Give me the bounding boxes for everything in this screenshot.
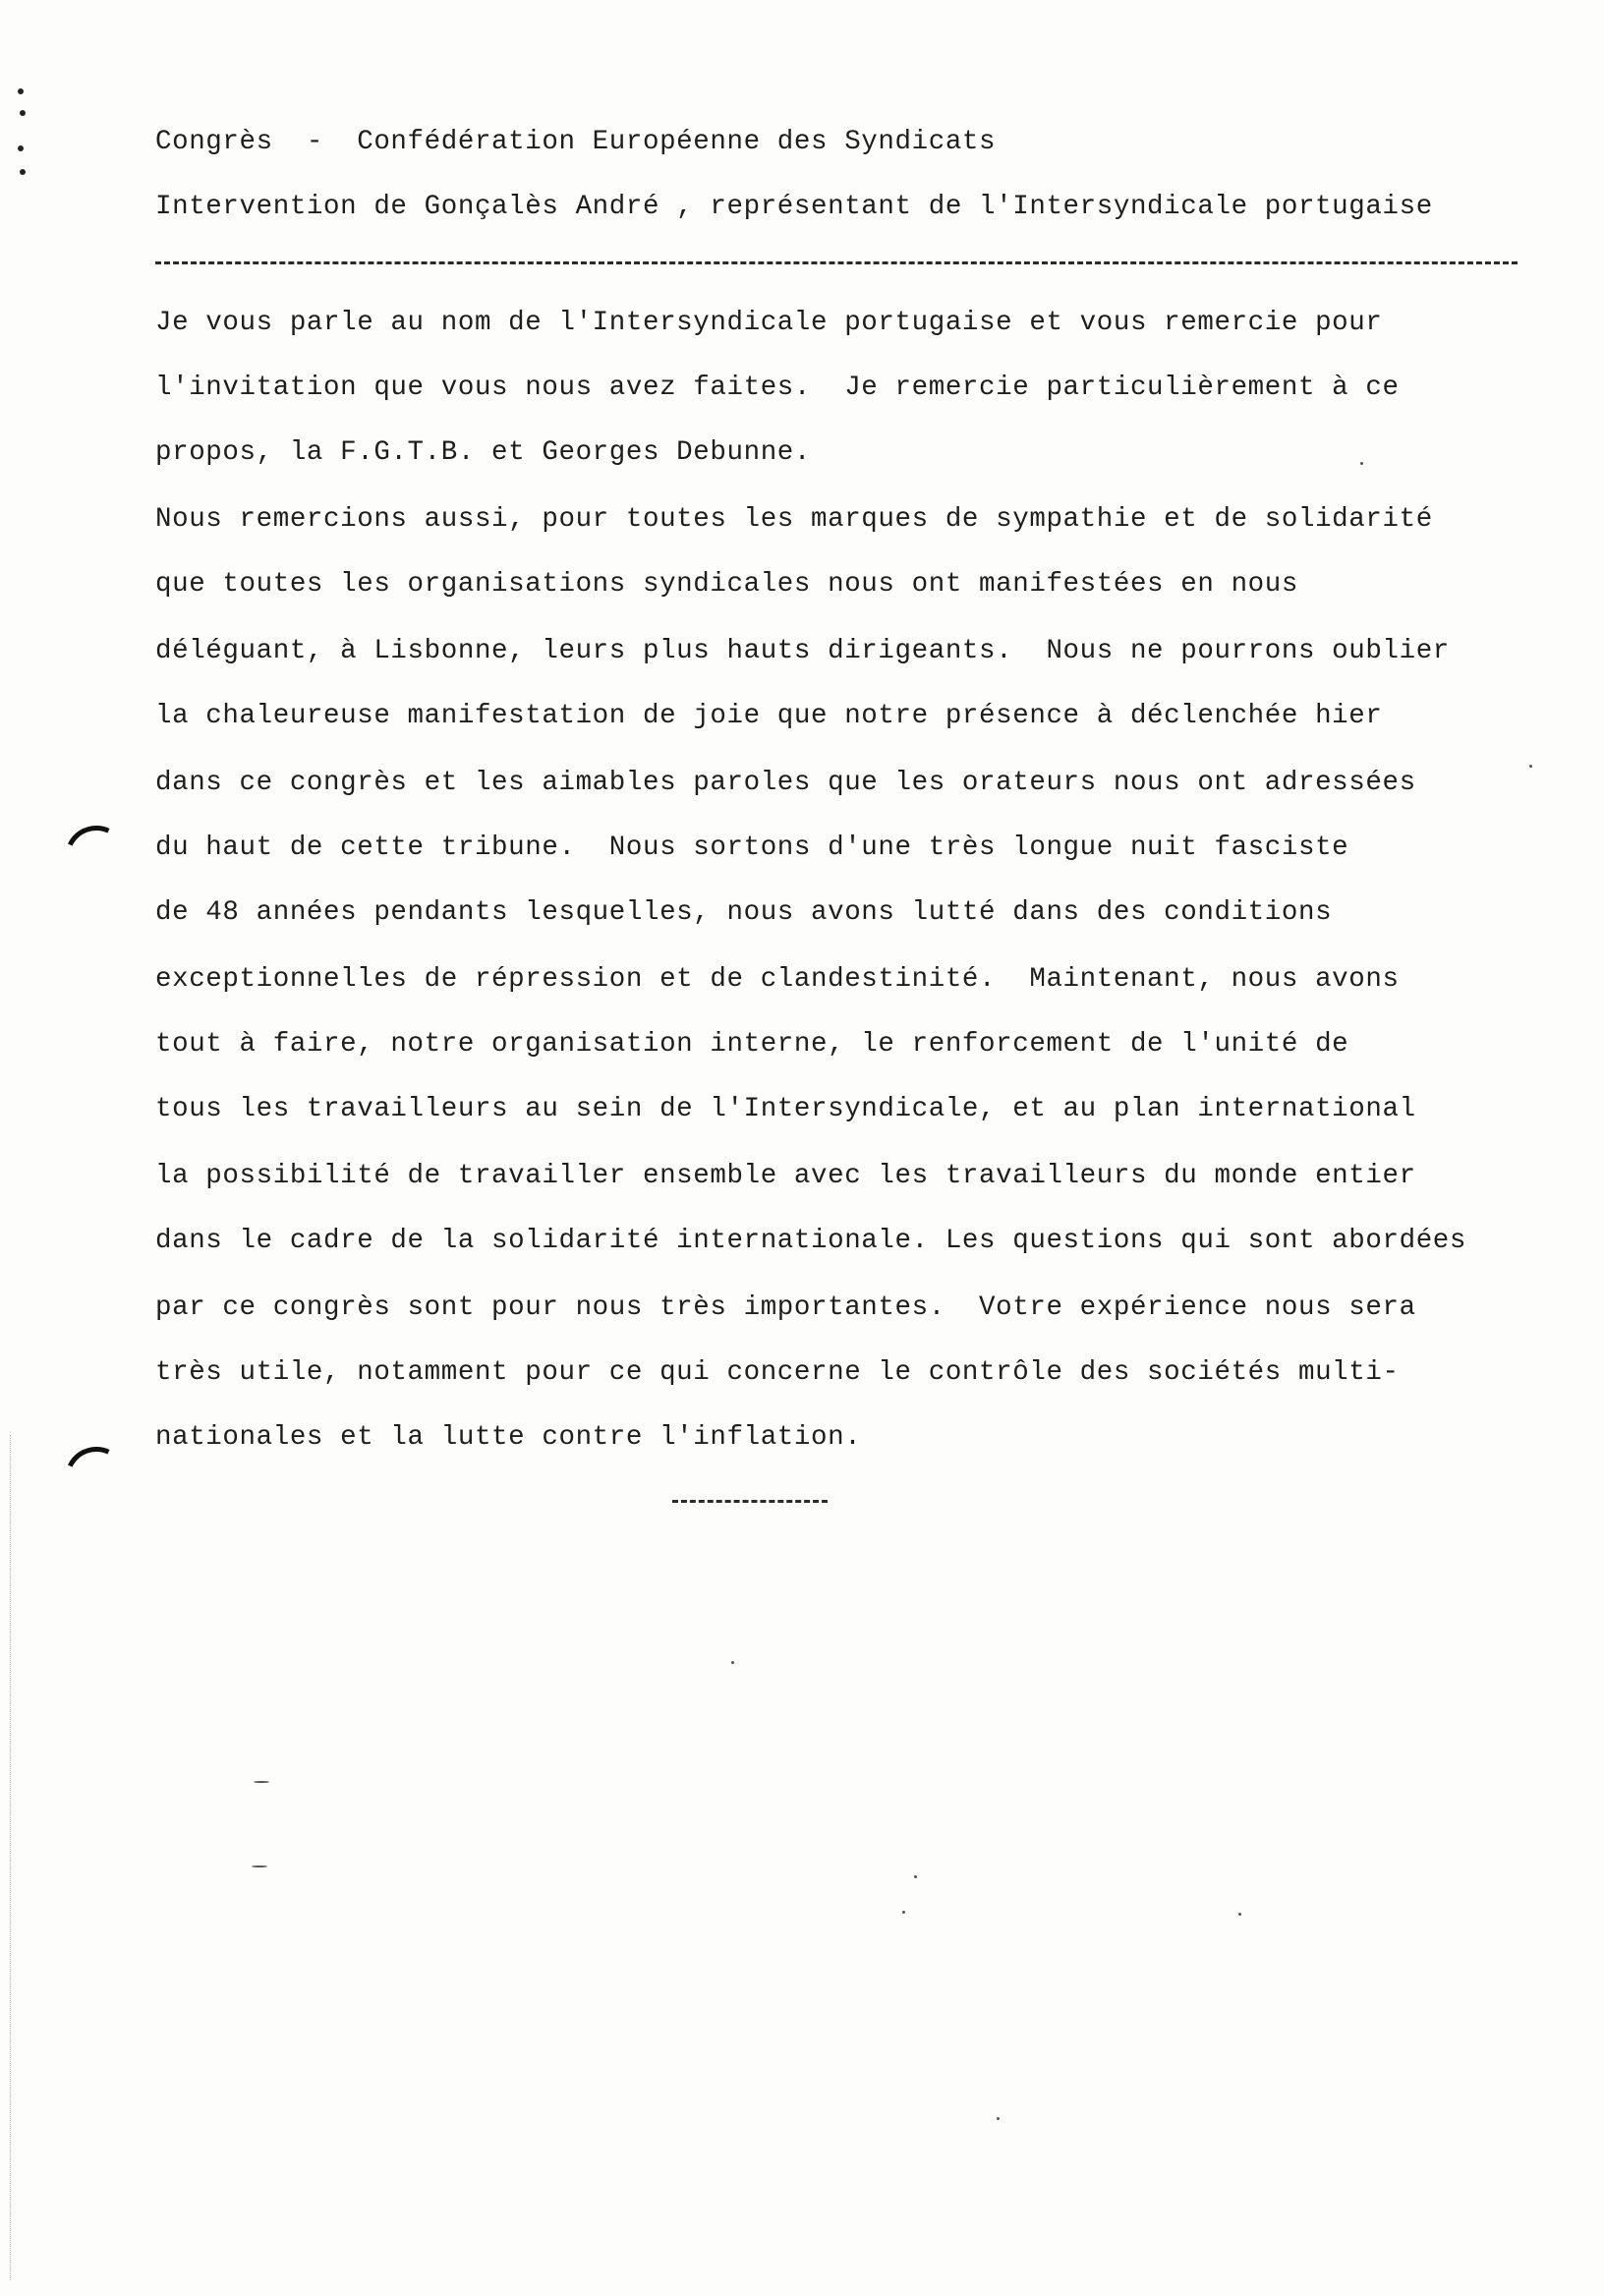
margin-dot [18,145,24,151]
body-line: nationales et la lutte contre l'inflation. [155,1422,862,1453]
body-line: Je vous parle au nom de l'Intersyndicale portugaise et vous remercie pour [155,308,1383,338]
paper-speck [1529,765,1532,768]
paper-speck [1360,462,1363,465]
body-line: par ce congrès sont pour nous très importantes. Votre expérience nous sera [155,1292,1416,1323]
body-line: propos, la F.G.T.B. et Georges Debunne. [155,437,812,468]
paper-speck [902,1911,905,1914]
paper-speck [731,1661,734,1664]
margin-dot [20,110,26,116]
paper-speck [254,1781,269,1783]
body-line: exceptionnelles de répression et de clandestinité. Maintenant, nous avons [155,964,1400,995]
body-line: du haut de cette tribune. Nous sortons d'une très longue nuit fasciste [155,832,1349,863]
punch-hole-mark [56,817,137,897]
closing-dashed-rule [672,1500,828,1503]
body-line: déléguant, à Lisbonne, leurs plus hauts dirigeants. Nous ne pourrons oublier [155,636,1450,666]
body-line: la chaleureuse manifestation de joie que notre présence à déclenchée hier [155,701,1383,731]
body-line: dans le cadre de la solidarité internationale. Les questions qui sont abordées [155,1226,1467,1256]
body-line: Nous remercions aussi, pour toutes les marques de sympathie et de solidarité [155,504,1433,535]
body-line: tous les travailleurs au sein de l'Intersyndicale, et au plan international [155,1094,1416,1124]
body-line: très utile, notamment pour ce qui concerne le contrôle des sociétés multi- [155,1357,1400,1388]
body-line: dans ce congrès et les aimables paroles que les orateurs nous ont adressées [155,768,1416,798]
body-line: que toutes les organisations syndicales nous ont manifestées en nous [155,569,1298,600]
paper-speck [997,2117,1000,2120]
document-heading-congress: Congrès - Confédération Européenne des Syndicats [155,127,997,157]
margin-dotted-line [10,1435,11,2280]
body-line: l'invitation que vous nous avez faites. Je remercie particulièrement à ce [155,373,1400,403]
paper-speck [914,1875,917,1878]
header-dashed-rule [155,261,1518,264]
margin-dot [20,169,26,175]
margin-dot [18,88,24,94]
document-heading-intervention: Intervention de Gonçalès André , représentant de l'Intersyndicale portugaise [155,192,1433,222]
paper-speck [1238,1913,1241,1916]
body-line: de 48 années pendants lesquelles, nous avons lutté dans des conditions [155,897,1333,928]
paper-speck [252,1866,267,1867]
punch-hole-mark [56,1438,137,1519]
body-line: tout à faire, notre organisation interne, le renforcement de l'unité de [155,1029,1349,1060]
body-line: la possibilité de travailler ensemble avec les travailleurs du monde entier [155,1161,1416,1191]
